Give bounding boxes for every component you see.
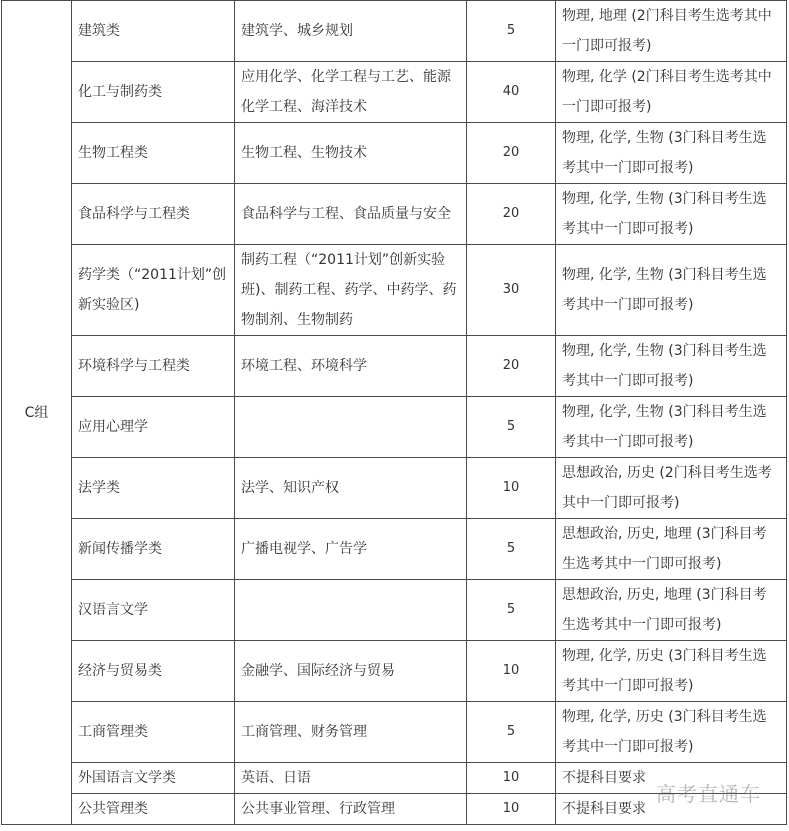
requirement-cell: 物理, 化学, 生物 (3门科目考生选考其中一门即可报考) bbox=[556, 397, 787, 458]
table-row bbox=[2, 336, 787, 397]
count-cell: 5 bbox=[467, 1, 556, 62]
count-cell: 5 bbox=[467, 397, 556, 458]
category-cell: 食品科学与工程类 bbox=[72, 184, 235, 245]
majors-cell: 环境工程、环境科学 bbox=[235, 336, 467, 397]
count-cell: 20 bbox=[467, 336, 556, 397]
table-row bbox=[2, 1, 787, 62]
count-cell: 10 bbox=[467, 763, 556, 794]
table-row bbox=[2, 641, 787, 702]
table-row bbox=[2, 123, 787, 184]
table-row bbox=[2, 184, 787, 245]
requirement-cell: 物理, 地理 (2门科目考生选考其中一门即可报考) bbox=[556, 1, 787, 62]
table-row bbox=[2, 458, 787, 519]
majors-cell bbox=[235, 580, 467, 641]
category-cell: 新闻传播学类 bbox=[72, 519, 235, 580]
requirement-cell: 物理, 化学, 生物 (3门科目考生选考其中一门即可报考) bbox=[556, 336, 787, 397]
count-cell: 10 bbox=[467, 641, 556, 702]
count-cell: 10 bbox=[467, 794, 556, 825]
majors-cell: 公共事业管理、行政管理 bbox=[235, 794, 467, 825]
majors-cell: 生物工程、生物技术 bbox=[235, 123, 467, 184]
category-cell: 公共管理类 bbox=[72, 794, 235, 825]
table-row bbox=[2, 794, 787, 825]
requirement-cell: 物理, 化学, 生物 (3门科目考生选考其中一门即可报考) bbox=[556, 123, 787, 184]
count-cell: 5 bbox=[467, 519, 556, 580]
requirement-cell: 物理, 化学, 历史 (3门科目考生选考其中一门即可报考) bbox=[556, 702, 787, 763]
count-cell: 20 bbox=[467, 123, 556, 184]
table-row bbox=[2, 763, 787, 794]
requirement-cell: 物理, 化学, 生物 (3门科目考生选考其中一门即可报考) bbox=[556, 245, 787, 336]
majors-cell: 建筑学、城乡规划 bbox=[235, 1, 467, 62]
requirement-cell: 物理, 化学, 生物 (3门科目考生选考其中一门即可报考) bbox=[556, 184, 787, 245]
count-cell: 30 bbox=[467, 245, 556, 336]
table-row bbox=[2, 702, 787, 763]
category-cell: 法学类 bbox=[72, 458, 235, 519]
majors-cell bbox=[235, 397, 467, 458]
table-row bbox=[2, 245, 787, 336]
table-row bbox=[2, 397, 787, 458]
table-row bbox=[2, 580, 787, 641]
count-cell: 5 bbox=[467, 702, 556, 763]
majors-cell: 英语、日语 bbox=[235, 763, 467, 794]
requirement-cell: 思想政治, 历史, 地理 (3门科目考生选考其中一门即可报考) bbox=[556, 519, 787, 580]
table-row bbox=[2, 62, 787, 123]
majors-cell: 食品科学与工程、食品质量与安全 bbox=[235, 184, 467, 245]
category-cell: 药学类（“2011计划”创新实验区) bbox=[72, 245, 235, 336]
category-cell: 经济与贸易类 bbox=[72, 641, 235, 702]
requirement-cell: 物理, 化学 (2门科目考生选考其中一门即可报考) bbox=[556, 62, 787, 123]
category-cell: 外国语言文学类 bbox=[72, 763, 235, 794]
category-cell: 应用心理学 bbox=[72, 397, 235, 458]
majors-cell: 应用化学、化学工程与工艺、能源化学工程、海洋技术 bbox=[235, 62, 467, 123]
requirement-cell: 物理, 化学, 历史 (3门科目考生选考其中一门即可报考) bbox=[556, 641, 787, 702]
category-cell: 化工与制药类 bbox=[72, 62, 235, 123]
admission-table bbox=[1, 0, 787, 825]
watermark-text: 高考直通车 bbox=[656, 782, 761, 806]
majors-cell: 制药工程（“2011计划”创新实验班)、制药工程、药学、中药学、药物制剂、生物制药 bbox=[235, 245, 467, 336]
majors-cell: 金融学、国际经济与贸易 bbox=[235, 641, 467, 702]
requirement-cell: 不提科目要求 bbox=[556, 794, 787, 825]
category-cell: 工商管理类 bbox=[72, 702, 235, 763]
majors-cell: 广播电视学、广告学 bbox=[235, 519, 467, 580]
requirement-cell: 不提科目要求 bbox=[556, 763, 787, 794]
table-row bbox=[2, 519, 787, 580]
requirement-cell: 思想政治, 历史 (2门科目考生选考其中一门即可报考) bbox=[556, 458, 787, 519]
majors-cell: 工商管理、财务管理 bbox=[235, 702, 467, 763]
category-cell: 汉语言文学 bbox=[72, 580, 235, 641]
group-label: C组 bbox=[2, 1, 72, 825]
count-cell: 40 bbox=[467, 62, 556, 123]
category-cell: 环境科学与工程类 bbox=[72, 336, 235, 397]
requirement-cell: 思想政治, 历史, 地理 (3门科目考生选考其中一门即可报考) bbox=[556, 580, 787, 641]
count-cell: 5 bbox=[467, 580, 556, 641]
count-cell: 20 bbox=[467, 184, 556, 245]
category-cell: 建筑类 bbox=[72, 1, 235, 62]
majors-cell: 法学、知识产权 bbox=[235, 458, 467, 519]
count-cell: 10 bbox=[467, 458, 556, 519]
category-cell: 生物工程类 bbox=[72, 123, 235, 184]
